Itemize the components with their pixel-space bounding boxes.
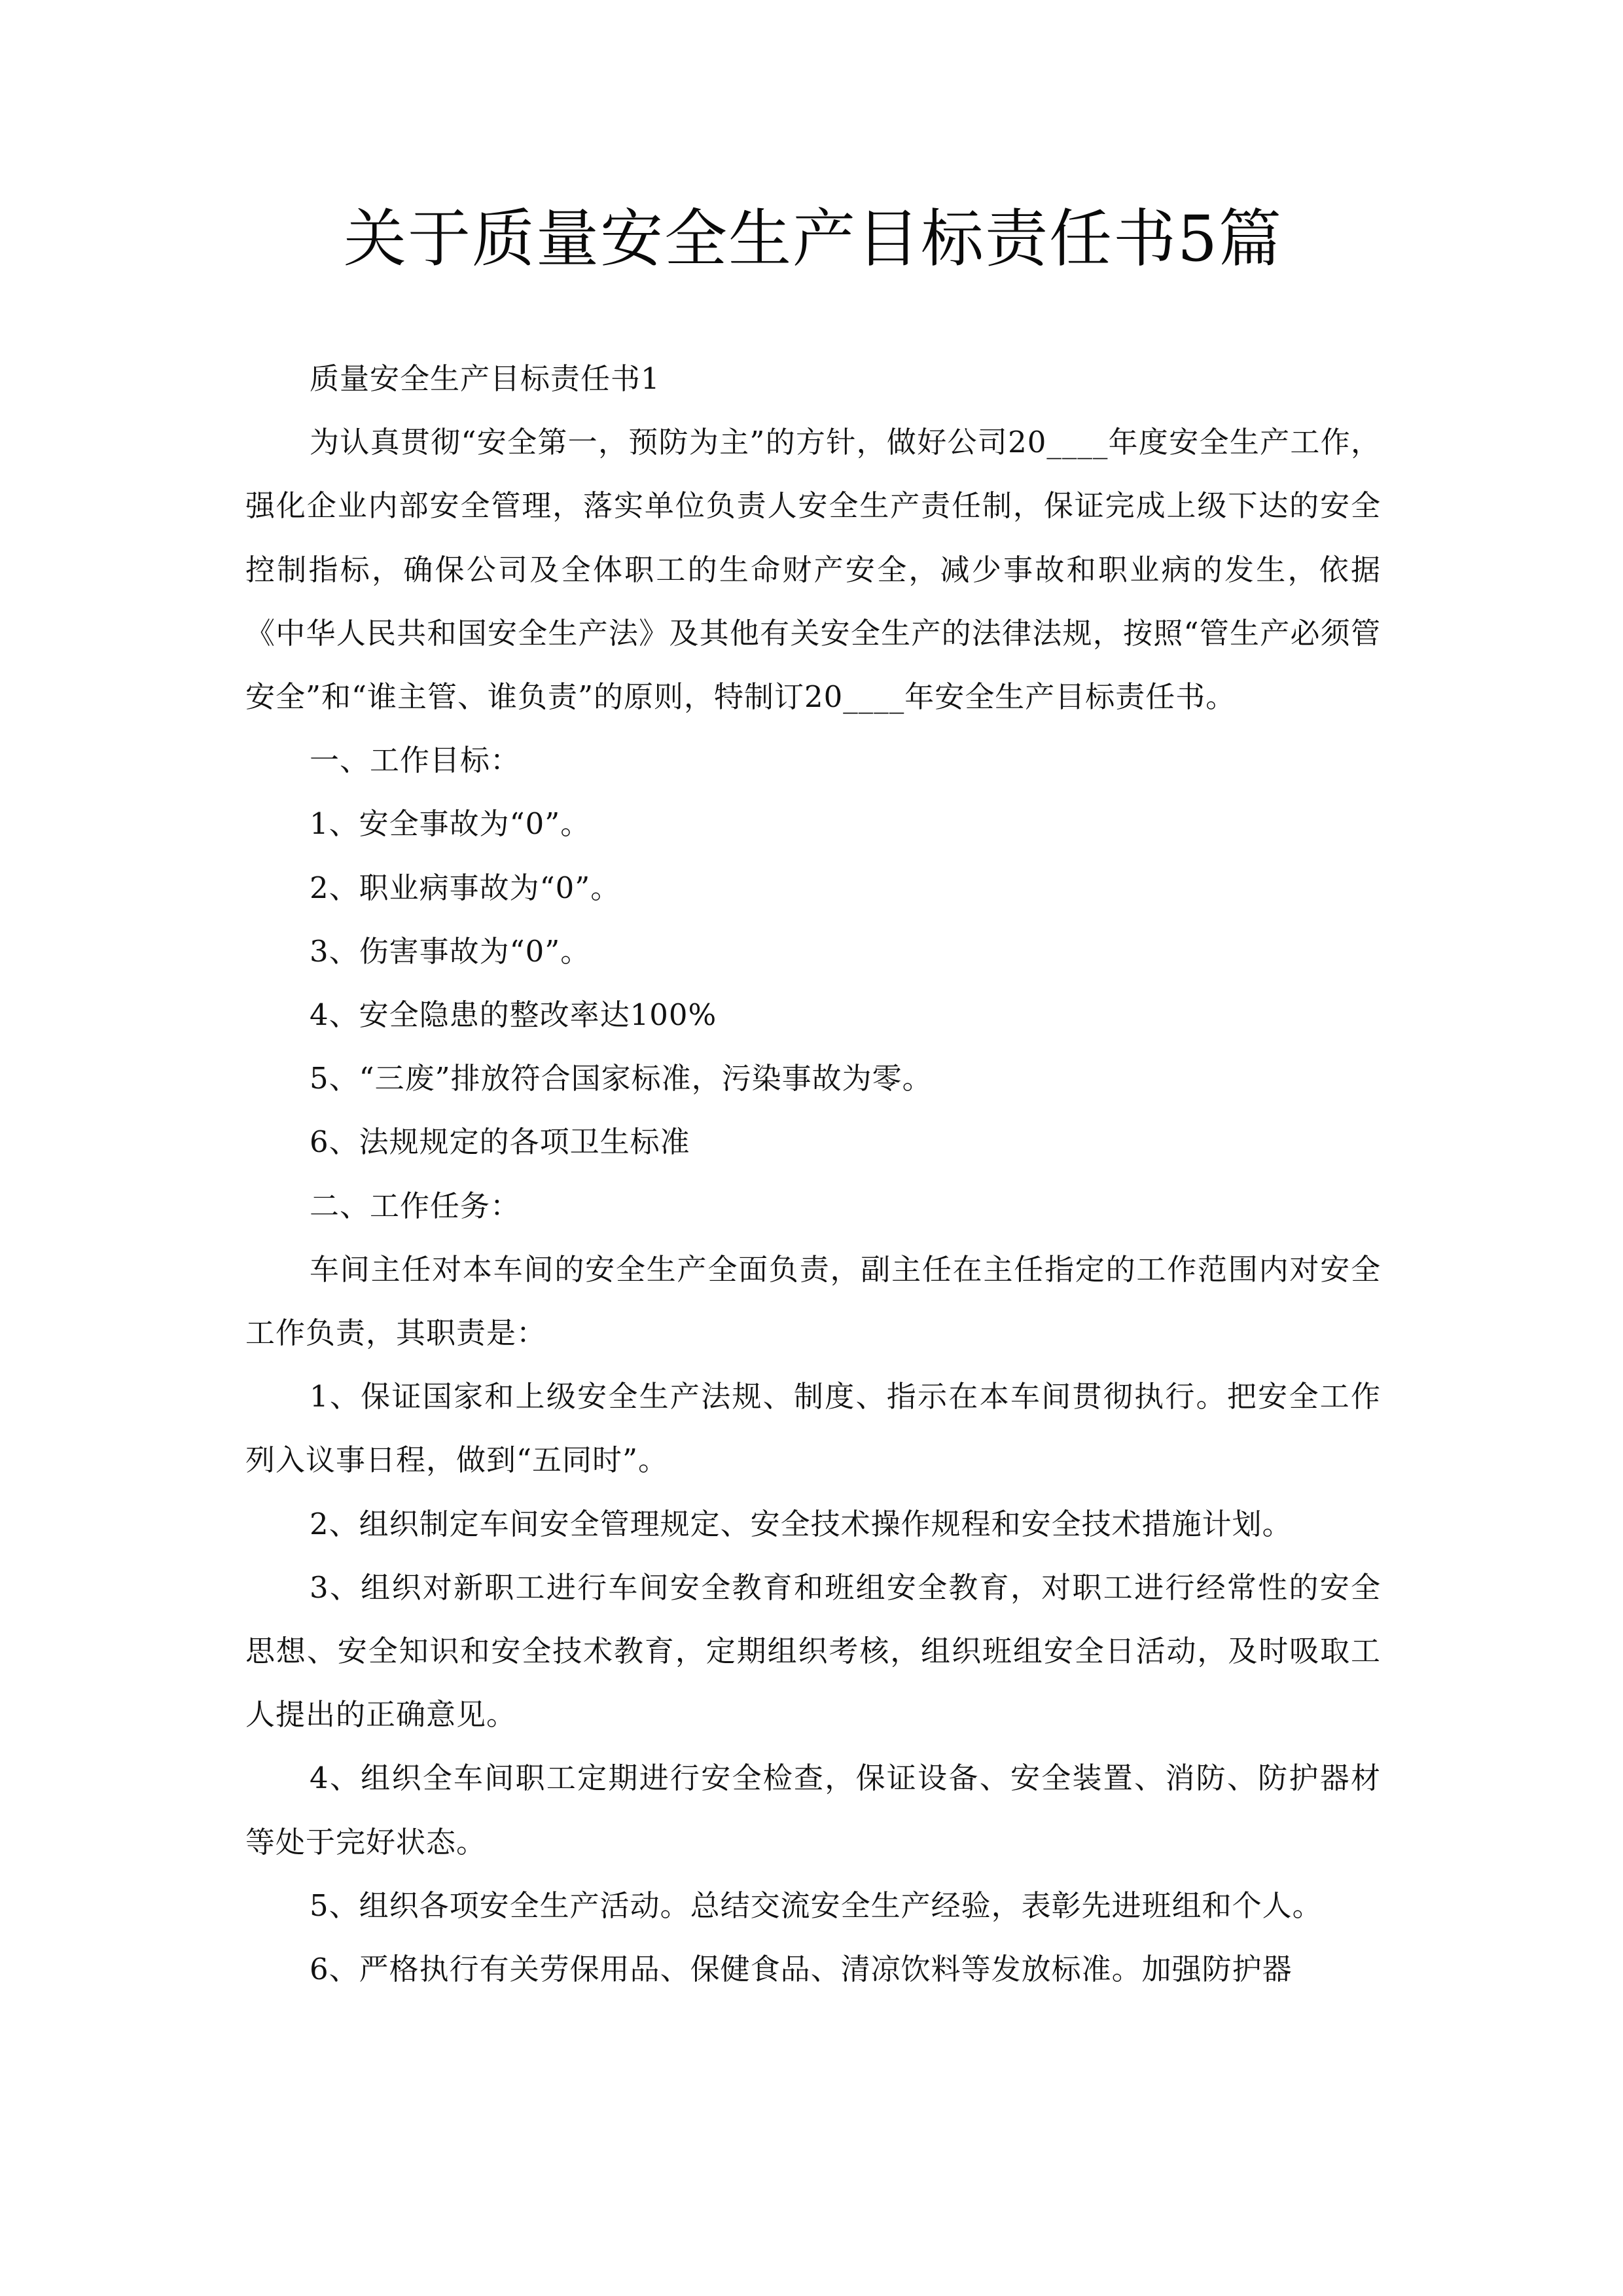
goal-item-4: 4、安全隐患的整改率达100% <box>310 997 717 1033</box>
task-item-6: 6、严格执行有关劳保用品、保健食品、清凉饮料等发放标准。加强防护器 <box>310 1952 1293 1987</box>
goal-item-3: 3、伤害事故为“0”。 <box>310 933 591 969</box>
task-item-2: 2、组织制定车间安全管理规定、安全技术操作规程和安全技术措施计划。 <box>310 1506 1293 1541</box>
intro-paragraph: 为认真贯彻“安全第一，预防为主”的方针，做好公司20____年度安全生产工作，强化企业内部安全管理，落实单位负责人安全生产责任制，保证完成上级下达的安全控制指标，确保公司及全体职工的生命财产安全，减少事故和职业病的发生，依据《中华人民共和国安全生产法》及其他有关安全生产的法律法规，按照“管生产必须管安全”和“谁主管、谁负责”的原则，特制订20____年安全生产目标责任书。 <box>245 425 1381 715</box>
task-item-4: 4、组织全车间职工定期进行安全检查，保证设备、安全装置、消防、防护器材等处于完好状态。 <box>245 1761 1381 1859</box>
task-item-5: 5、组织各项安全生产活动。总结交流安全生产经验，表彰先进班组和个人。 <box>310 1888 1323 1923</box>
tasks-intro-paragraph: 车间主任对本车间的安全生产全面负责，副主任在主任指定的工作范围内对安全工作负责，其职责是： <box>245 1251 1381 1351</box>
task-item-1: 1、保证国家和上级安全生产法规、制度、指示在本车间贯彻执行。把安全工作列入议事日程，做到“五同时”。 <box>245 1379 1381 1478</box>
heading-work-goals: 一、工作目标： <box>310 743 521 778</box>
goal-item-5: 5、“三废”排放符合国家标准，污染事故为零。 <box>310 1061 933 1096</box>
goal-item-1: 1、安全事故为“0”。 <box>310 806 591 842</box>
goal-item-6: 6、法规规定的各项卫生标准 <box>310 1124 690 1160</box>
section-heading-1: 质量安全生产目标责任书1 <box>310 361 660 396</box>
document-body <box>245 347 1381 2001</box>
task-item-3: 3、组织对新职工进行车间安全教育和班组安全教育，对职工进行经常性的安全思想、安全知识和安全技术教育，定期组织考核，组织班组安全日活动，及时吸取工人提出的正确意见。 <box>245 1570 1381 1732</box>
document-title: 关于质量安全生产目标责任书5篇 <box>343 202 1283 276</box>
goal-item-2: 2、职业病事故为“0”。 <box>310 870 621 905</box>
heading-work-tasks: 二、工作任务： <box>310 1188 521 1223</box>
